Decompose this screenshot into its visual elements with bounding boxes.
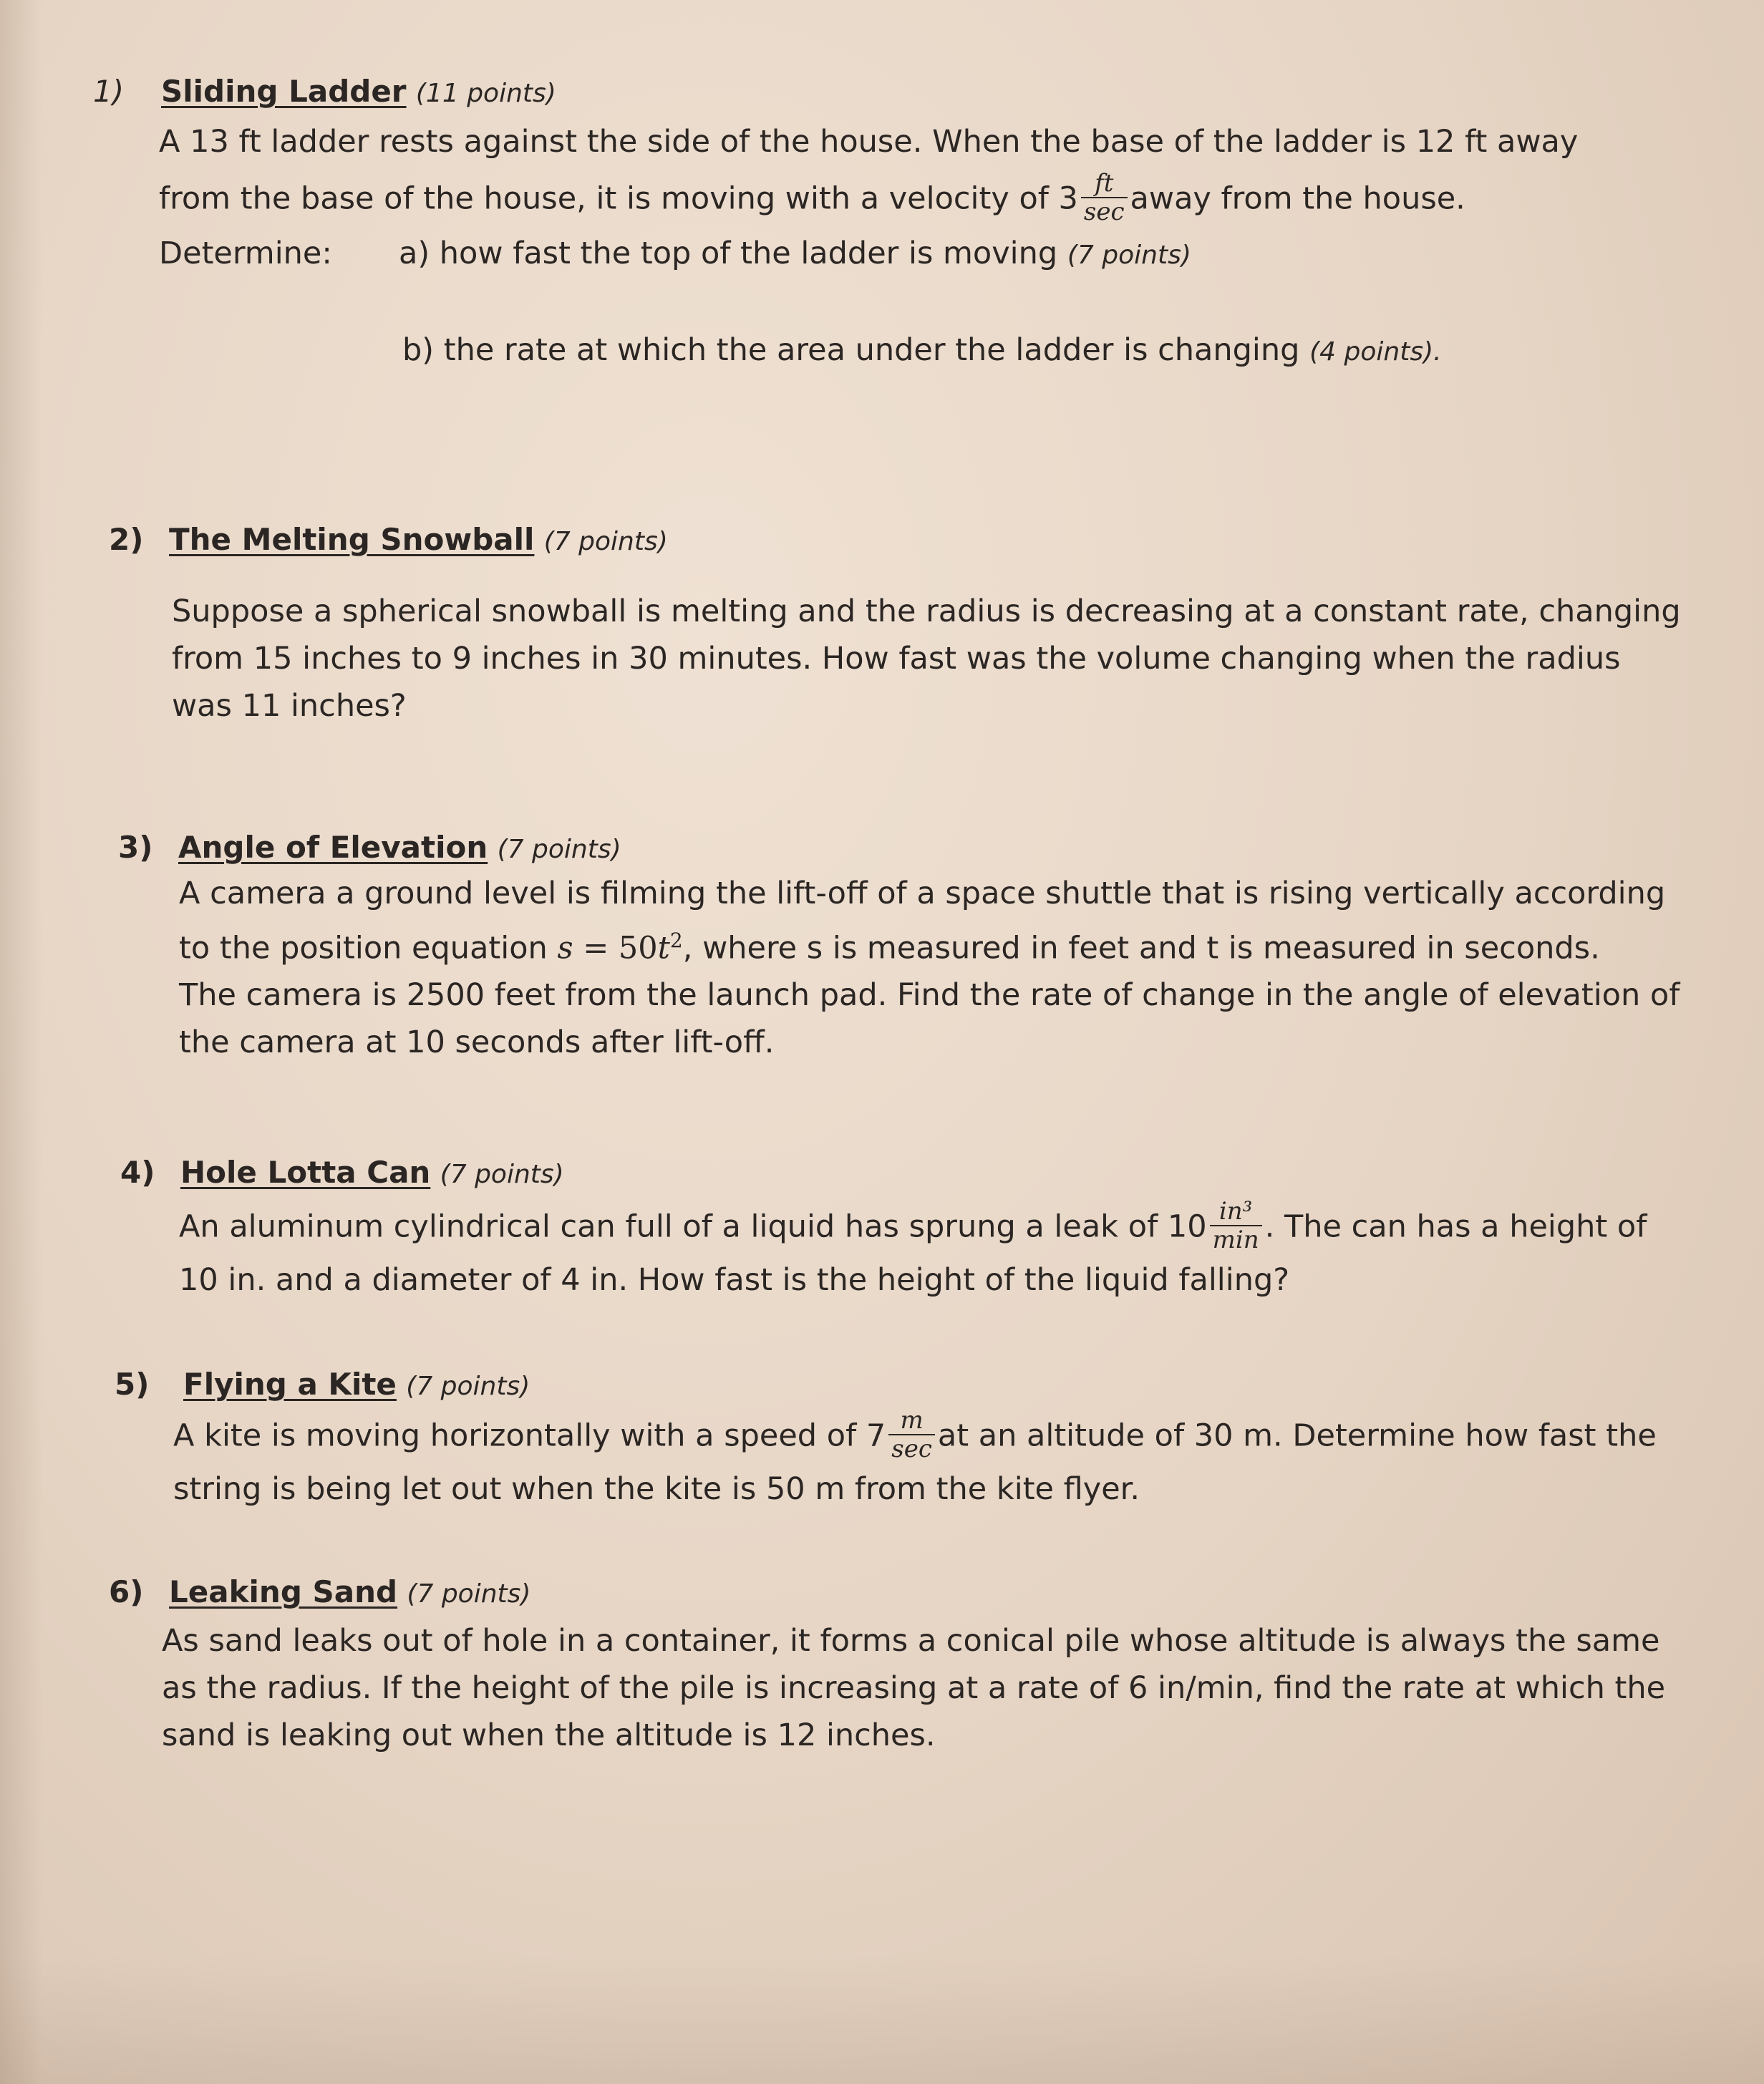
leak-rate-fraction xyxy=(1210,1198,1262,1254)
leak-rate-numerator: in³ xyxy=(1210,1198,1262,1226)
problem-1-title: Sliding Ladder xyxy=(161,74,407,109)
equation-exponent: 2 xyxy=(669,929,683,952)
part-a-text: a) how fast the top of the ladder is moving xyxy=(399,236,1058,271)
problem-1-heading xyxy=(93,72,1578,114)
kite-speed-numerator: m xyxy=(888,1407,935,1435)
problem-5-line-1-start: A kite is moving horizontally with a speed of 7 xyxy=(173,1417,886,1454)
problem-2-line-1: Suppose a spherical snowball is melting and the radius is decreasing at a constant rate, changing xyxy=(172,593,1681,629)
problem-6-heading xyxy=(109,1572,1665,1614)
problem-5-points: (7 points) xyxy=(406,1372,530,1401)
problem-3-line-3: The camera is 2500 feet from the launch pad. Find the rate of change in the angle of elevation of xyxy=(179,977,1680,1014)
problem-4-points: (7 points) xyxy=(440,1160,564,1189)
problem-2-title: The Melting Snowball xyxy=(169,522,535,557)
problem-3-line-4: the camera at 10 seconds after lift-off. xyxy=(179,1024,775,1061)
problem-3 xyxy=(118,828,1680,1066)
velocity-fraction xyxy=(1081,170,1128,226)
problem-6-line-3: sand is leaking out when the altitude is 12 inches. xyxy=(162,1717,936,1753)
problem-4-line-2: 10 in. and a diameter of 4 in. How fast is the height of the liquid falling? xyxy=(179,1262,1290,1298)
problem-6-text xyxy=(162,1617,1665,1759)
problem-4-title: Hole Lotta Can xyxy=(180,1155,431,1190)
page-shadow-bottom xyxy=(0,1955,1764,2084)
problem-2-heading xyxy=(109,520,1681,562)
problem-3-line-2-end: , where s is measured in feet and t is measured in seconds. xyxy=(682,930,1600,966)
problem-1-line-3 xyxy=(159,230,1578,279)
equation-t: t xyxy=(657,930,670,966)
problem-2-number: 2) xyxy=(109,522,144,557)
problem-5 xyxy=(115,1365,1657,1513)
problem-4 xyxy=(120,1153,1647,1304)
part-b-text: b) the rate at which the area under the ladder is changing xyxy=(402,332,1300,368)
problem-3-text xyxy=(179,870,1680,1066)
problem-5-heading xyxy=(115,1365,1657,1407)
problem-4-number: 4) xyxy=(120,1155,155,1190)
problem-2-line-3: was 11 inches? xyxy=(172,688,407,724)
problem-5-title: Flying a Kite xyxy=(183,1367,397,1402)
problem-6-line-2: as the radius. If the height of the pile is increasing at a rate of 6 in/min, find the rate at which the xyxy=(162,1670,1666,1706)
problem-2-text xyxy=(172,588,1681,730)
leak-rate-denominator: min xyxy=(1212,1226,1259,1254)
problem-3-line-2-start: to the position equation xyxy=(179,930,558,966)
problem-1-line-2-start: from the base of the house, it is moving with a velocity of 3 xyxy=(159,180,1078,217)
problem-5-line-1-end: at an altitude of 30 m. Determine how fast the xyxy=(937,1417,1657,1454)
problem-5-text xyxy=(173,1406,1657,1513)
velocity-fraction-denominator: sec xyxy=(1083,198,1125,226)
problem-1-number: 1) xyxy=(93,74,125,109)
problem-1-line-1: A 13 ft ladder rests against the side of the house. When the base of the ladder is 12 ft away xyxy=(159,124,1579,160)
problem-6-number: 6) xyxy=(109,1574,144,1609)
problem-3-line-2 xyxy=(179,917,1680,971)
problem-6 xyxy=(109,1572,1665,1759)
problem-1 xyxy=(93,72,1578,376)
problem-3-heading xyxy=(118,828,1680,870)
problem-4-heading xyxy=(120,1153,1647,1195)
problem-3-points: (7 points) xyxy=(497,835,621,864)
kite-speed-fraction xyxy=(888,1407,935,1463)
equation-coefficient: = 50 xyxy=(573,930,658,966)
problem-4-line-1-start: An aluminum cylindrical can full of a liquid has sprung a leak of 10 xyxy=(179,1208,1207,1245)
problem-5-line-2: string is being let out when the kite is 50 m from the kite flyer. xyxy=(173,1471,1140,1507)
page-shadow-left xyxy=(0,0,43,2084)
part-b-line xyxy=(402,326,1578,376)
problem-6-points: (7 points) xyxy=(407,1579,531,1609)
problem-3-line-1: A camera a ground level is filming the lift-off of a space shuttle that is rising vertically according xyxy=(179,876,1666,911)
problem-3-title: Angle of Elevation xyxy=(178,830,488,865)
problem-1-text xyxy=(159,118,1578,376)
problem-2-line-2: from 15 inches to 9 inches in 30 minutes. How fast was the volume changing when the radius xyxy=(172,641,1621,677)
problem-4-line-1 xyxy=(179,1197,1647,1256)
problem-1-points: (11 points) xyxy=(415,79,556,108)
determine-label: Determine: xyxy=(159,236,332,271)
problem-4-text xyxy=(179,1197,1647,1304)
problem-2 xyxy=(109,520,1681,730)
problem-6-title: Leaking Sand xyxy=(169,1574,398,1609)
problem-5-number: 5) xyxy=(115,1367,150,1402)
problem-1-line-2-end: away from the house. xyxy=(1130,180,1465,217)
problem-3-number: 3) xyxy=(118,830,153,865)
kite-speed-denominator: sec xyxy=(891,1435,932,1463)
equation-s: s xyxy=(557,930,573,966)
part-a-points: (7 points) xyxy=(1067,241,1191,270)
problem-6-line-1: As sand leaks out of hole in a container, it forms a conical pile whose altitude is always the same xyxy=(162,1623,1660,1659)
velocity-fraction-numerator: ft xyxy=(1081,170,1128,198)
problem-4-line-1-end: . The can has a height of xyxy=(1264,1208,1647,1245)
part-b-points: (4 points). xyxy=(1309,337,1442,367)
problem-2-points: (7 points) xyxy=(543,527,668,556)
problem-1-line-2 xyxy=(159,169,1578,228)
problem-5-line-1 xyxy=(173,1406,1657,1465)
